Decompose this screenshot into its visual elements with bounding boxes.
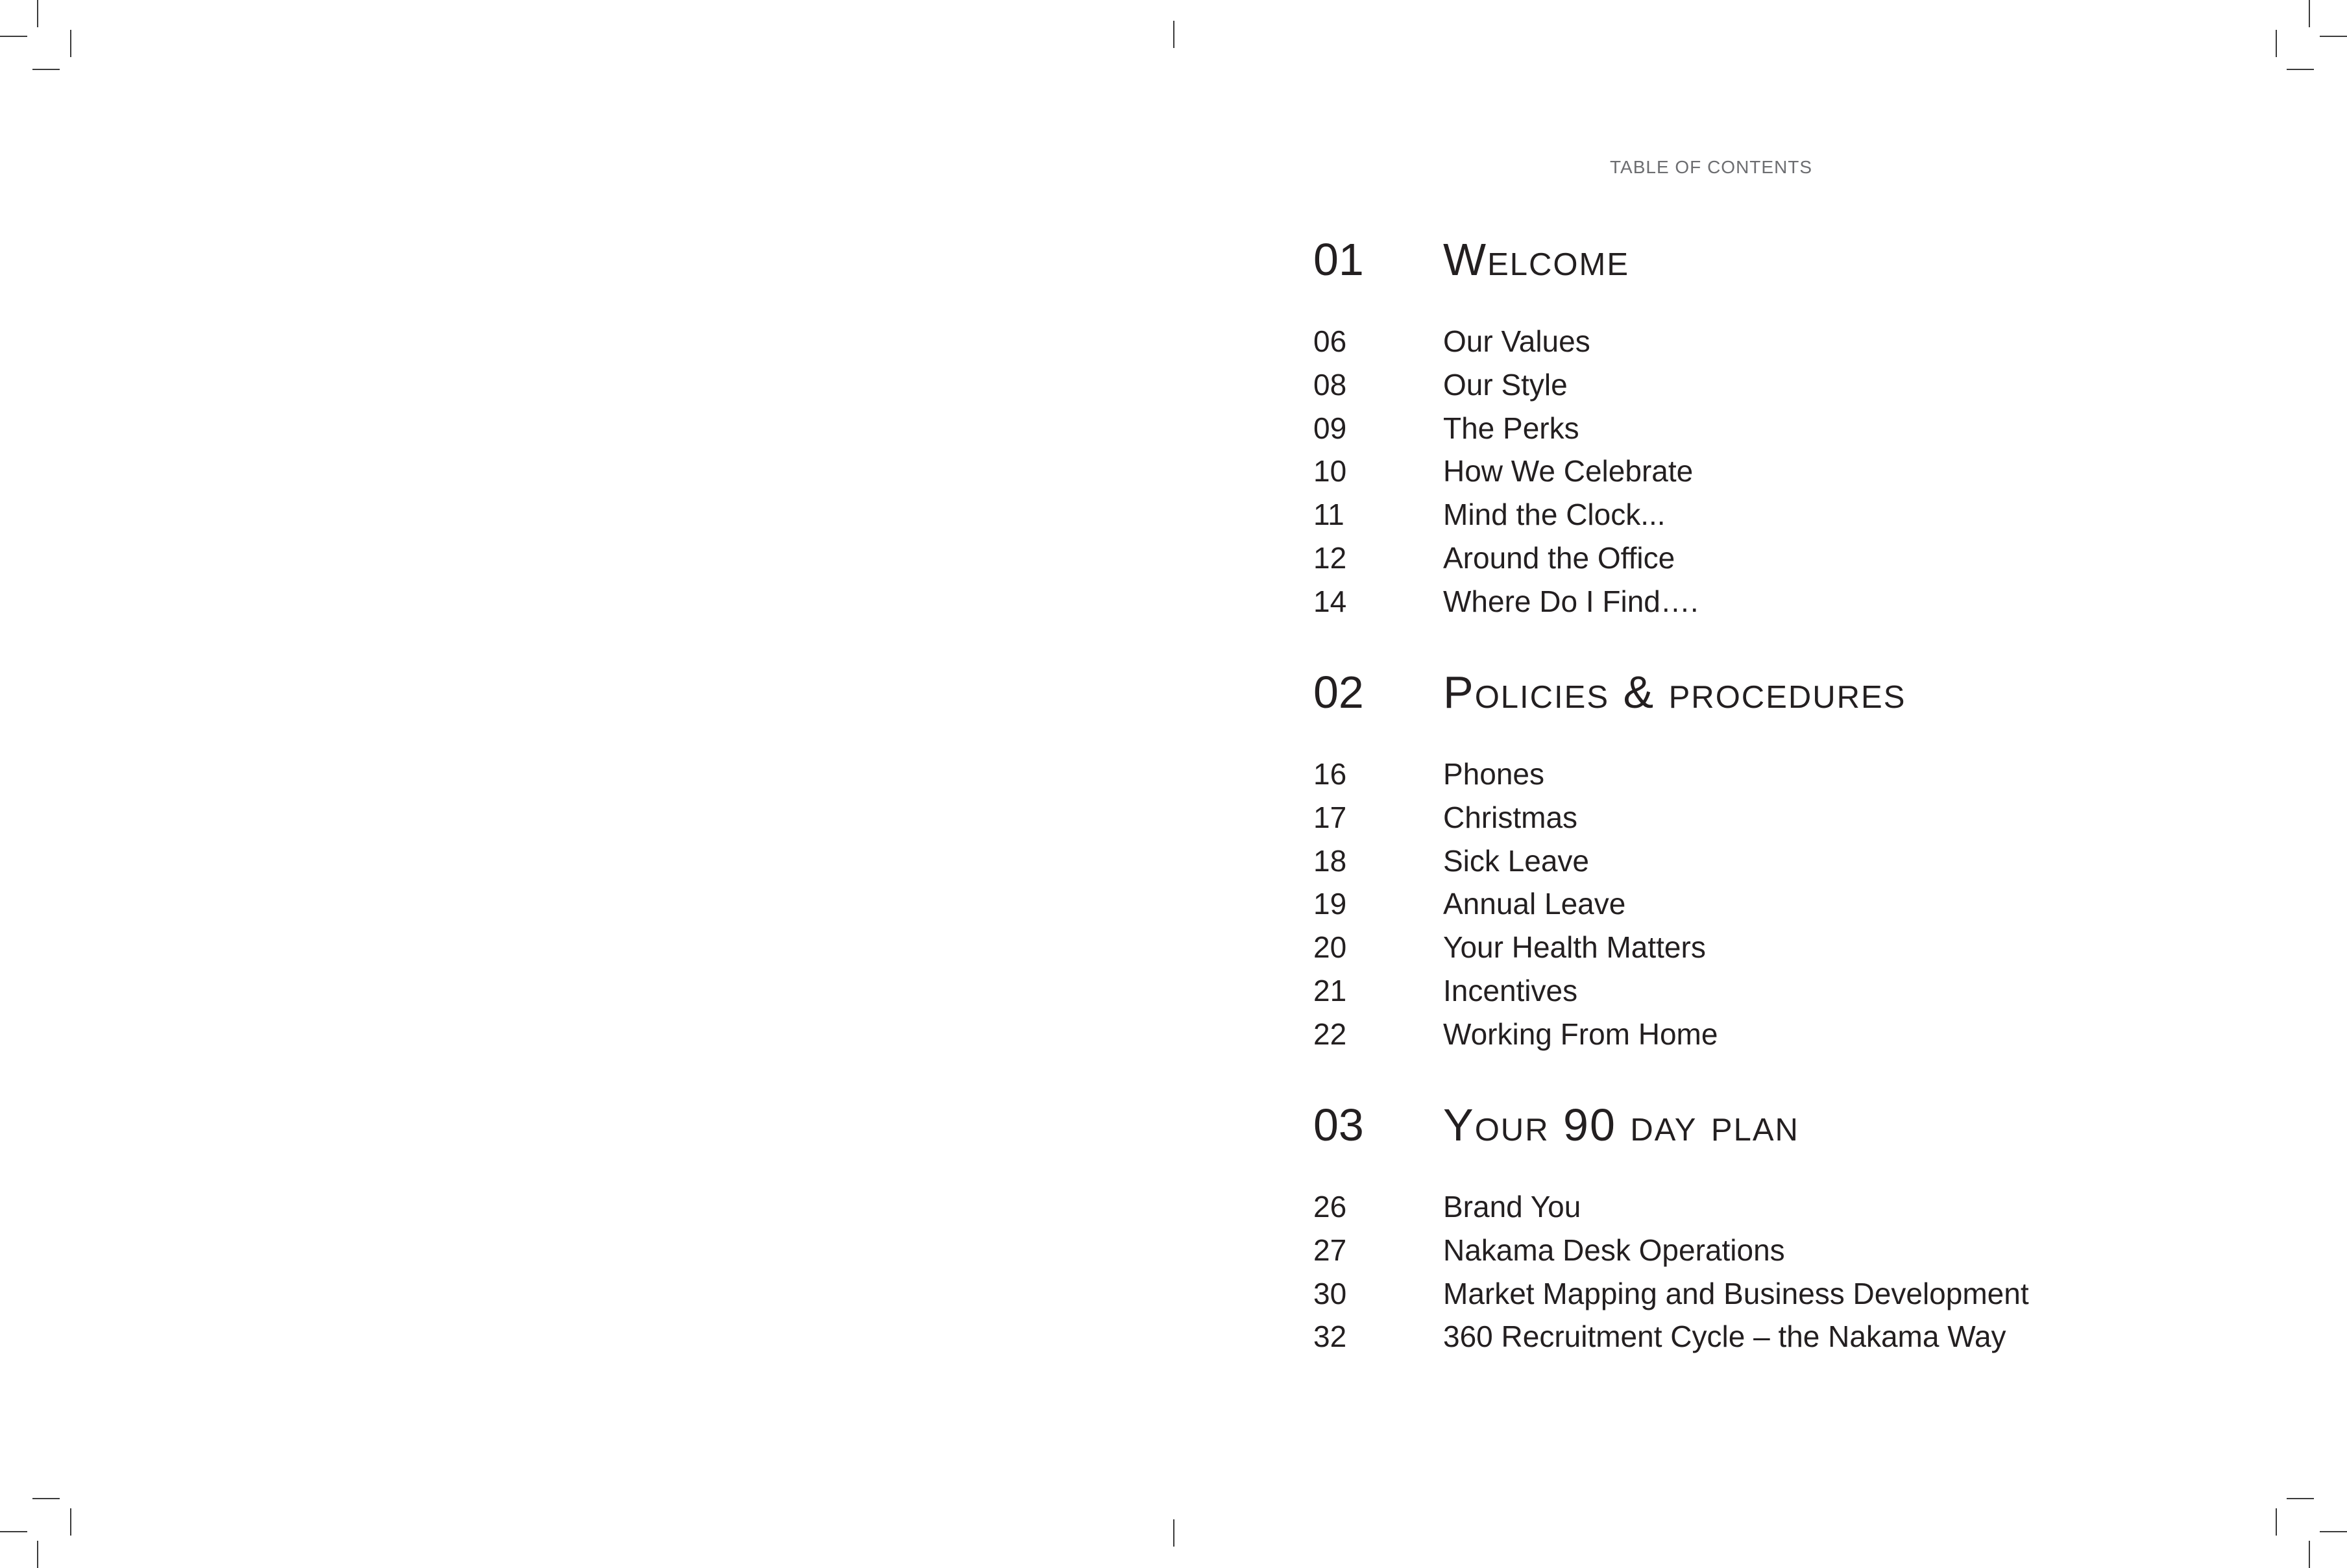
toc-entry[interactable] [1313, 1315, 2157, 1358]
entry-page-number: 21 [1313, 973, 1347, 1007]
crop-mark [0, 36, 27, 37]
toc-entry[interactable] [1313, 882, 2157, 926]
entry-page-number: 20 [1313, 930, 1347, 965]
crop-mark [32, 69, 60, 70]
crop-mark [37, 1541, 38, 1568]
toc-entry[interactable] [1313, 1229, 2157, 1272]
entry-label: The Perks [1443, 411, 1579, 445]
entry-label: Around the Office [1443, 540, 1675, 575]
entry-label: Your Health Matters [1443, 930, 1706, 965]
entry-page-number: 11 [1313, 498, 1344, 532]
entry-label: Brand You [1443, 1190, 1581, 1224]
section-number: 01 [1313, 234, 1364, 285]
entry-label: 360 Recruitment Cycle – the Nakama Way [1443, 1320, 2006, 1354]
entry-page-number: 30 [1313, 1276, 1347, 1310]
toc-entry[interactable] [1313, 537, 2157, 580]
entry-page-number: 22 [1313, 1017, 1347, 1051]
entry-page-number: 27 [1313, 1233, 1347, 1267]
entry-page-number: 26 [1313, 1190, 1347, 1224]
toc-entry[interactable] [1313, 796, 2157, 839]
toc-entry[interactable] [1313, 320, 2157, 363]
crop-mark [2287, 69, 2314, 70]
toc-entry[interactable] [1313, 1185, 2157, 1229]
entry-label: Mind the Clock... [1443, 498, 1666, 532]
crop-mark [70, 30, 71, 57]
crop-mark [70, 1508, 71, 1536]
section-number: 02 [1313, 667, 1364, 718]
toc-entry[interactable] [1313, 926, 2157, 969]
crop-mark [2320, 36, 2347, 37]
entry-label: Our Values [1443, 324, 1590, 358]
toc-entry[interactable] [1313, 407, 2157, 450]
toc-entry[interactable] [1313, 450, 2157, 493]
crop-mark [32, 1498, 60, 1499]
toc-entry[interactable] [1313, 1272, 2157, 1316]
entry-page-number: 19 [1313, 887, 1347, 921]
entry-page-number: 12 [1313, 540, 1347, 575]
section-heading [1313, 234, 2157, 308]
section-title: Your 90 day plan [1443, 1100, 1799, 1150]
entry-label: Working From Home [1443, 1017, 1718, 1051]
entry-label: Where Do I Find…. [1443, 584, 1699, 618]
entry-label: How We Celebrate [1443, 454, 1694, 488]
toc-section [1313, 234, 2157, 623]
crop-mark [2309, 1541, 2310, 1568]
section-heading [1313, 1102, 2157, 1174]
section-title: Policies & procedures [1443, 667, 1906, 718]
entry-label: Sick Leave [1443, 843, 1590, 878]
crop-mark [2276, 1508, 2277, 1536]
entry-page-number: 16 [1313, 757, 1347, 791]
entry-page-number: 06 [1313, 324, 1347, 358]
entry-page-number: 09 [1313, 411, 1347, 445]
crop-mark [2309, 0, 2310, 27]
entry-page-number: 18 [1313, 843, 1347, 878]
entry-label: Market Mapping and Business Development [1443, 1276, 2029, 1310]
toc-entry[interactable] [1313, 753, 2157, 796]
entry-page-number: 10 [1313, 454, 1347, 488]
toc-section [1313, 669, 2157, 1056]
entry-page-number: 14 [1313, 584, 1347, 618]
section-heading [1313, 669, 2157, 741]
toc-entry[interactable] [1313, 493, 2157, 537]
crop-mark [2276, 30, 2277, 57]
toc-header: TABLE OF CONTENTS [1610, 157, 1813, 177]
crop-mark [37, 0, 38, 27]
fold-mark [1173, 21, 1174, 48]
section-number: 03 [1313, 1100, 1364, 1150]
section-title: Welcome [1443, 234, 1630, 285]
toc-entry[interactable] [1313, 839, 2157, 883]
crop-mark [0, 1531, 27, 1532]
entry-label: Christmas [1443, 800, 1578, 834]
crop-mark [2287, 1498, 2314, 1499]
entry-label: Nakama Desk Operations [1443, 1233, 1785, 1267]
crop-mark [2320, 1531, 2347, 1532]
toc-entry[interactable] [1313, 1013, 2157, 1056]
toc-entry[interactable] [1313, 580, 2157, 623]
entry-page-number: 17 [1313, 800, 1347, 834]
toc-entry[interactable] [1313, 363, 2157, 407]
toc-entry[interactable] [1313, 969, 2157, 1013]
toc-section [1313, 1102, 2157, 1358]
entry-label: Our Style [1443, 367, 1568, 402]
entry-label: Phones [1443, 757, 1545, 791]
entry-page-number: 08 [1313, 367, 1347, 402]
entry-label: Annual Leave [1443, 887, 1626, 921]
fold-mark [1173, 1519, 1174, 1547]
entry-page-number: 32 [1313, 1320, 1347, 1354]
entry-label: Incentives [1443, 973, 1578, 1007]
